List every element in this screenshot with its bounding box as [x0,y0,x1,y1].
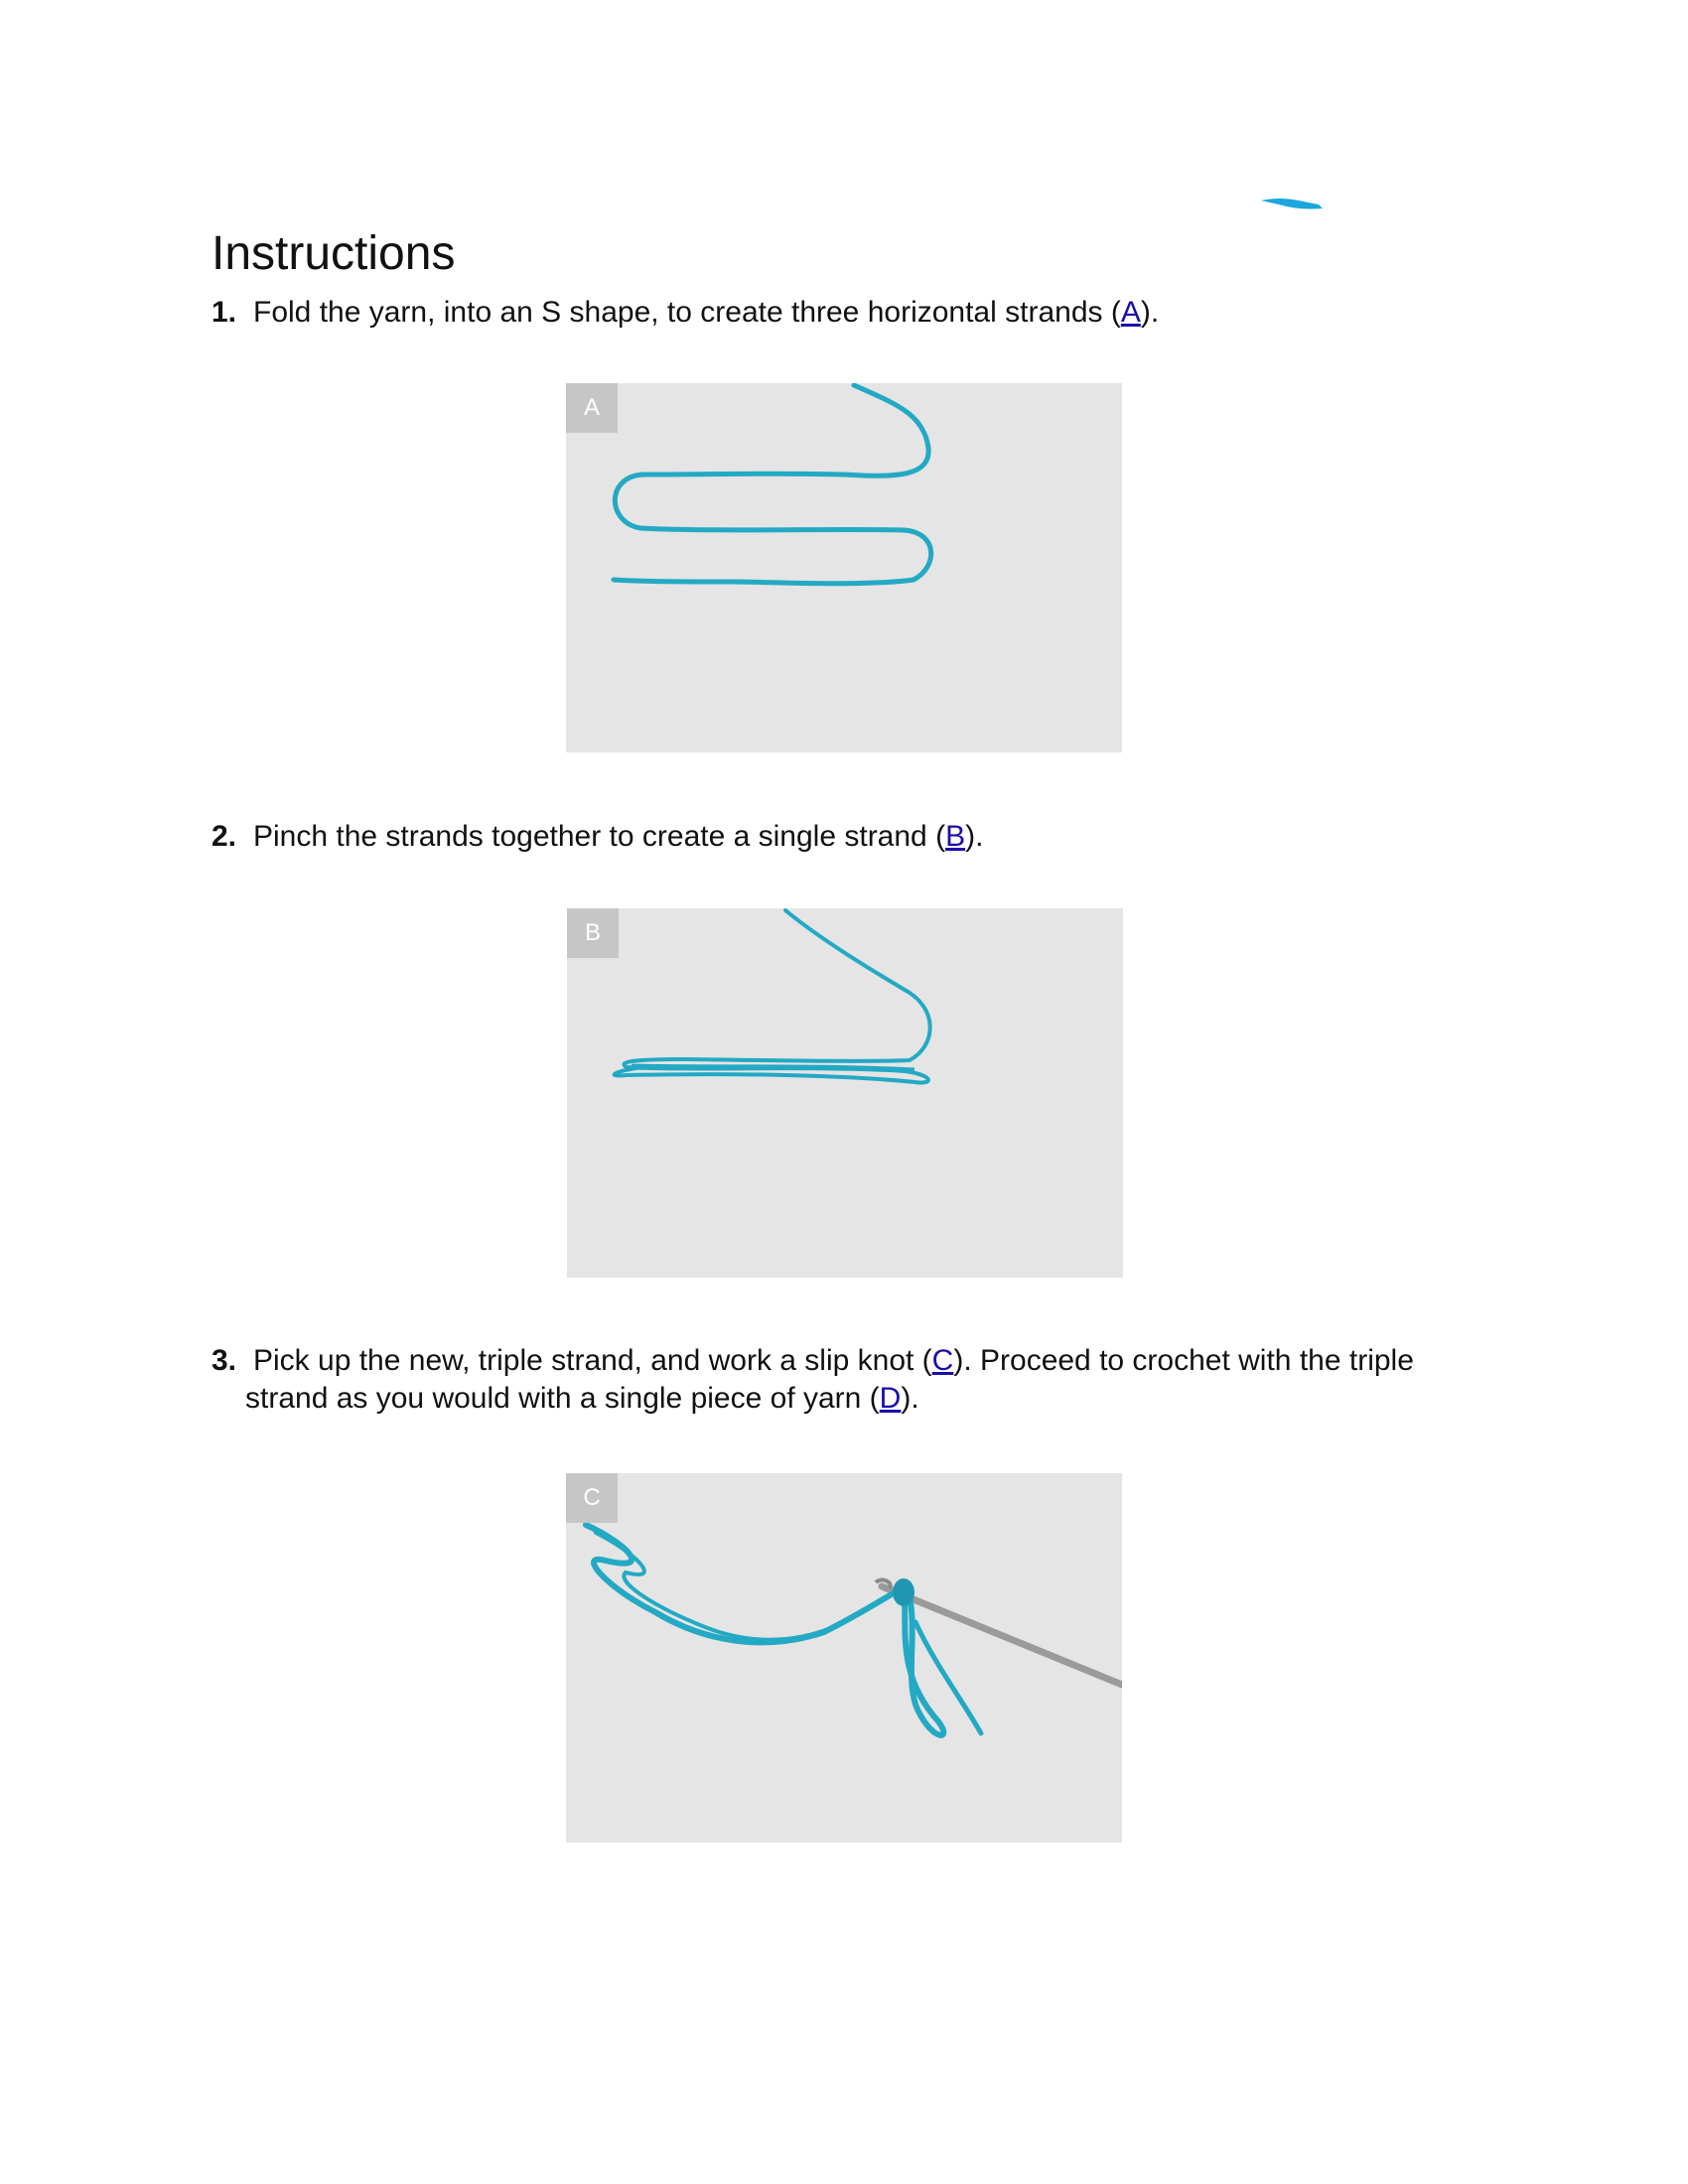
step-3 [211,1342,1502,1418]
step-text-end: ). [901,1382,919,1415]
photo-b [567,908,1123,1278]
step-1 [211,294,1502,332]
step-text-line2-text: strand as you would with a single piece of yarn ( [245,1382,880,1415]
photo-label: C [566,1473,618,1523]
logo-fragment [1259,195,1325,212]
photo-a [566,383,1122,752]
step-text-end: ). [965,820,984,853]
step-number: 1. [211,296,237,329]
step-number: 3. [211,1344,237,1377]
step-2 [211,818,1502,856]
step-text: Pick up the new, triple strand, and work a slip knot ( [253,1344,932,1377]
photo-label: B [567,908,619,958]
yarn-pinched-image [567,908,1123,1278]
photo-a-link[interactable]: A [1120,296,1141,329]
step-number: 2. [211,820,237,853]
step-text: Fold the yarn, into an S shape, to create three horizontal strands ( [253,296,1121,329]
photo-d-link[interactable]: D [879,1382,902,1415]
photo-b-link[interactable]: B [945,820,966,853]
step-text-line2 [211,1380,1502,1418]
step-text-end: ). [1140,296,1160,329]
step-text: Pinch the strands together to create a single strand ( [253,820,946,853]
photo-c-link[interactable]: C [931,1344,954,1377]
photo-c [566,1473,1122,1843]
step-text-middle: ). Proceed to crochet with the triple [953,1344,1414,1377]
photo-label: A [566,383,618,433]
page-title: Instructions [211,227,456,280]
yarn-s-shape-image [566,383,1122,752]
slip-knot-hook-image [566,1473,1122,1843]
